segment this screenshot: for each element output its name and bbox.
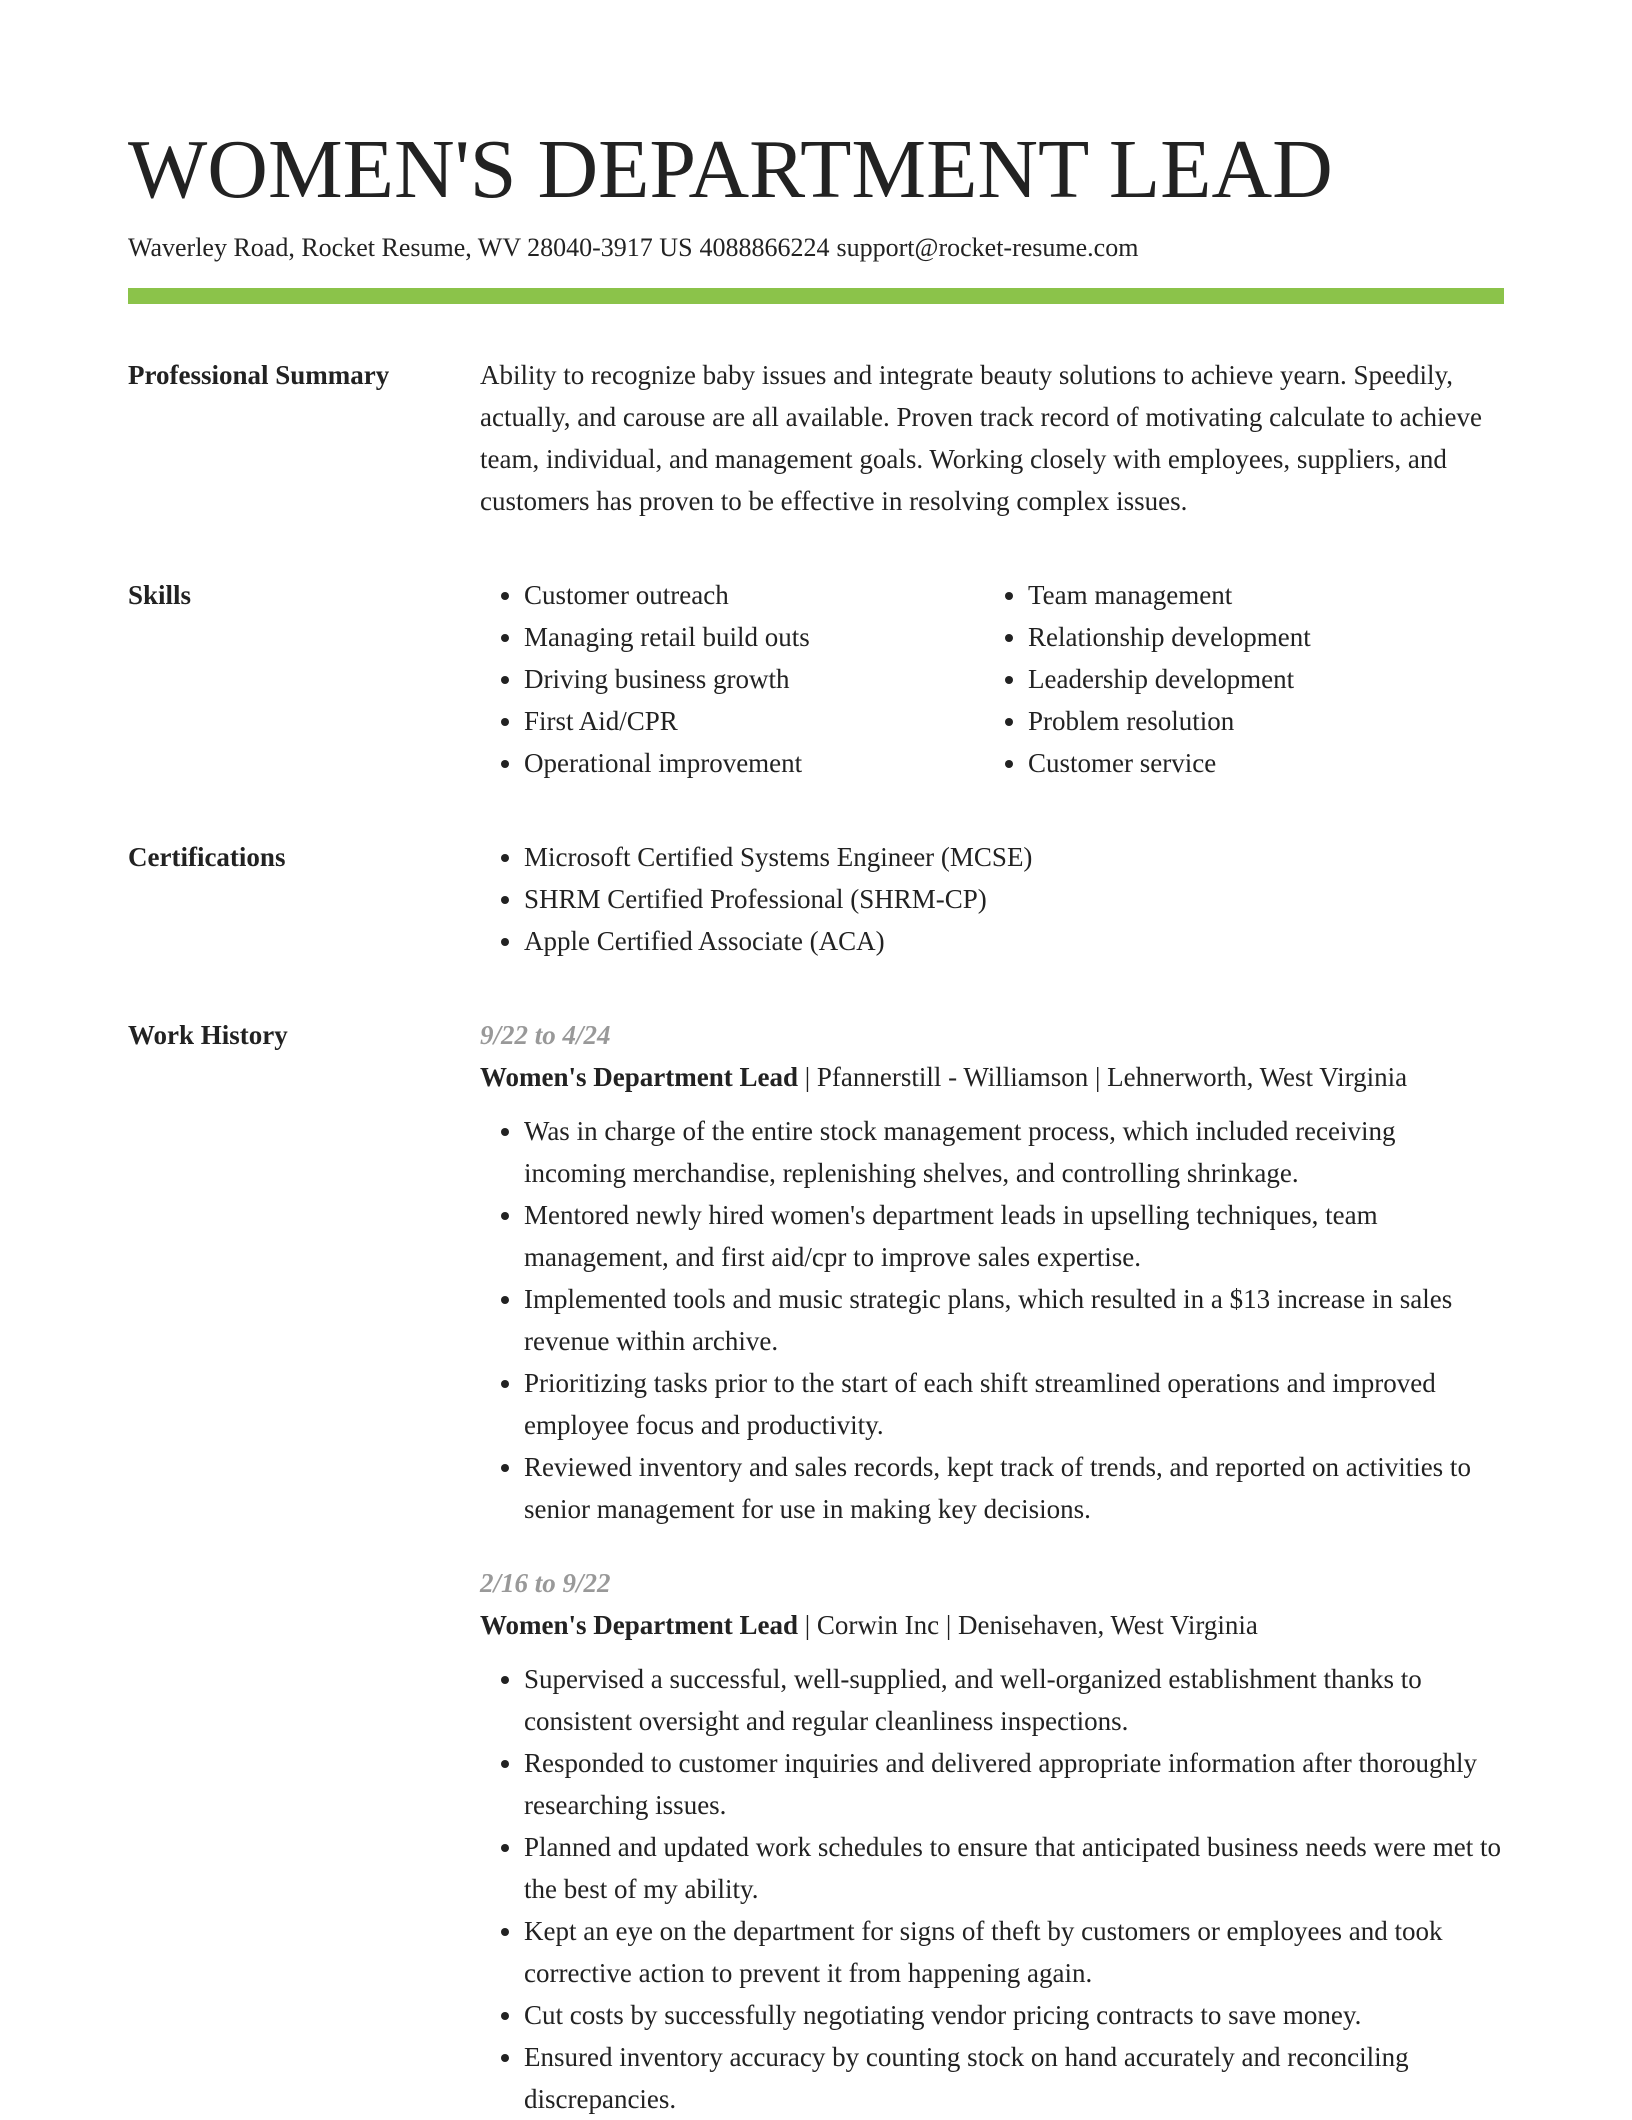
section-title-skills: Skills (128, 580, 192, 610)
skill-item: • First Aid/CPR (524, 700, 984, 742)
certifications-section (128, 836, 1504, 962)
certification-item: • Microsoft Certified Systems Engineer (MCSE) (524, 836, 1504, 878)
job-bullet: • Prioritizing tasks prior to the start of each shift streamlined operations and improved employee focus and productivity. (524, 1362, 1504, 1446)
skill-item: • Driving business growth (524, 658, 984, 700)
job-details: | Pfannerstill - Williamson | Lehnerworth, West Virginia (797, 1062, 1408, 1092)
skill-item: • Customer service (1028, 742, 1528, 784)
job-entry (480, 1014, 1504, 1530)
resume-name: WOMEN'S DEPARTMENT LEAD (128, 123, 1333, 216)
skill-item: • Team management (1028, 574, 1528, 616)
job-bullet: • Cut costs by successfully negotiating vendor pricing contracts to save money. (524, 1994, 1504, 2036)
resume-page (128, 120, 1504, 2120)
job-title-line (480, 1604, 1504, 1646)
skills-list-left (480, 574, 984, 784)
contact-phone: 4088866224 (699, 233, 830, 262)
skill-item: • Leadership development (1028, 658, 1528, 700)
job-details: | Corwin Inc | Denisehaven, West Virginia (797, 1610, 1258, 1640)
summary-section (128, 354, 1504, 522)
section-title-summary: Professional Summary (128, 360, 390, 390)
contact-line (128, 228, 1504, 268)
job-bullet: • Supervised a successful, well-supplied, and well-organized establishment thanks to consistent oversight and regular cleanliness inspections. (524, 1658, 1504, 1742)
skill-item: • Problem resolution (1028, 700, 1528, 742)
job-bullet: • Planned and updated work schedules to ensure that anticipated business needs were met to the best of my ability. (524, 1826, 1504, 1910)
skill-item: • Operational improvement (524, 742, 984, 784)
job-bullet: • Implemented tools and music strategic plans, which resulted in a $13 increase in sales revenue within archive. (524, 1278, 1504, 1362)
header-divider (128, 288, 1504, 304)
job-role: Women's Department Lead (480, 1062, 798, 1092)
certification-item: • Apple Certified Associate (ACA) (524, 920, 1504, 962)
skill-item: • Managing retail build outs (524, 616, 984, 658)
job-bullet: • Mentored newly hired women's department leads in upselling techniques, team management, and first aid/cpr to improve sales expertise. (524, 1194, 1504, 1278)
certification-item: • SHRM Certified Professional (SHRM-CP) (524, 878, 1504, 920)
job-bullet: • Reviewed inventory and sales records, kept track of trends, and reported on activities to senior management for use in making key decisions. (524, 1446, 1504, 1530)
job-bullet: • Ensured inventory accuracy by counting stock on hand accurately and reconciling discrepancies. (524, 2036, 1504, 2120)
job-bullets (480, 1110, 1504, 1530)
job-title-line (480, 1056, 1504, 1098)
job-dates: 9/22 to 4/24 (480, 1020, 611, 1050)
skill-item: • Relationship development (1028, 616, 1528, 658)
summary-text: Ability to recognize baby issues and integrate beauty solutions to achieve yearn. Speedily, actually, and carouse are all available. Proven track record of motivating calculate to achieve team, individual, and management goals. Working closely with employees, suppliers, and customers has proven to be effective in resolving complex issues. (480, 360, 1483, 516)
certifications-list (480, 836, 1504, 962)
skills-list-right (984, 574, 1528, 784)
job-dates: 2/16 to 9/22 (480, 1568, 611, 1598)
work-history-section (128, 1014, 1504, 2120)
skills-section (128, 574, 1504, 784)
job-role: Women's Department Lead (480, 1610, 798, 1640)
job-entry (480, 1562, 1504, 2120)
job-bullet: • Responded to customer inquiries and delivered appropriate information after thoroughly researching issues. (524, 1742, 1504, 1826)
contact-email: support@rocket-resume.com (836, 233, 1139, 262)
job-bullet: • Kept an eye on the department for signs of theft by customers or employees and took corrective action to prevent it from happening again. (524, 1910, 1504, 1994)
job-bullets (480, 1658, 1504, 2120)
section-title-work-history: Work History (128, 1020, 288, 1050)
contact-address: Waverley Road, Rocket Resume, WV 28040-3917 US (128, 233, 693, 262)
section-title-certifications: Certifications (128, 842, 286, 872)
job-bullet: • Was in charge of the entire stock management process, which included receiving incoming merchandise, replenishing shelves, and controlling shrinkage. (524, 1110, 1504, 1194)
skill-item: • Customer outreach (524, 574, 984, 616)
